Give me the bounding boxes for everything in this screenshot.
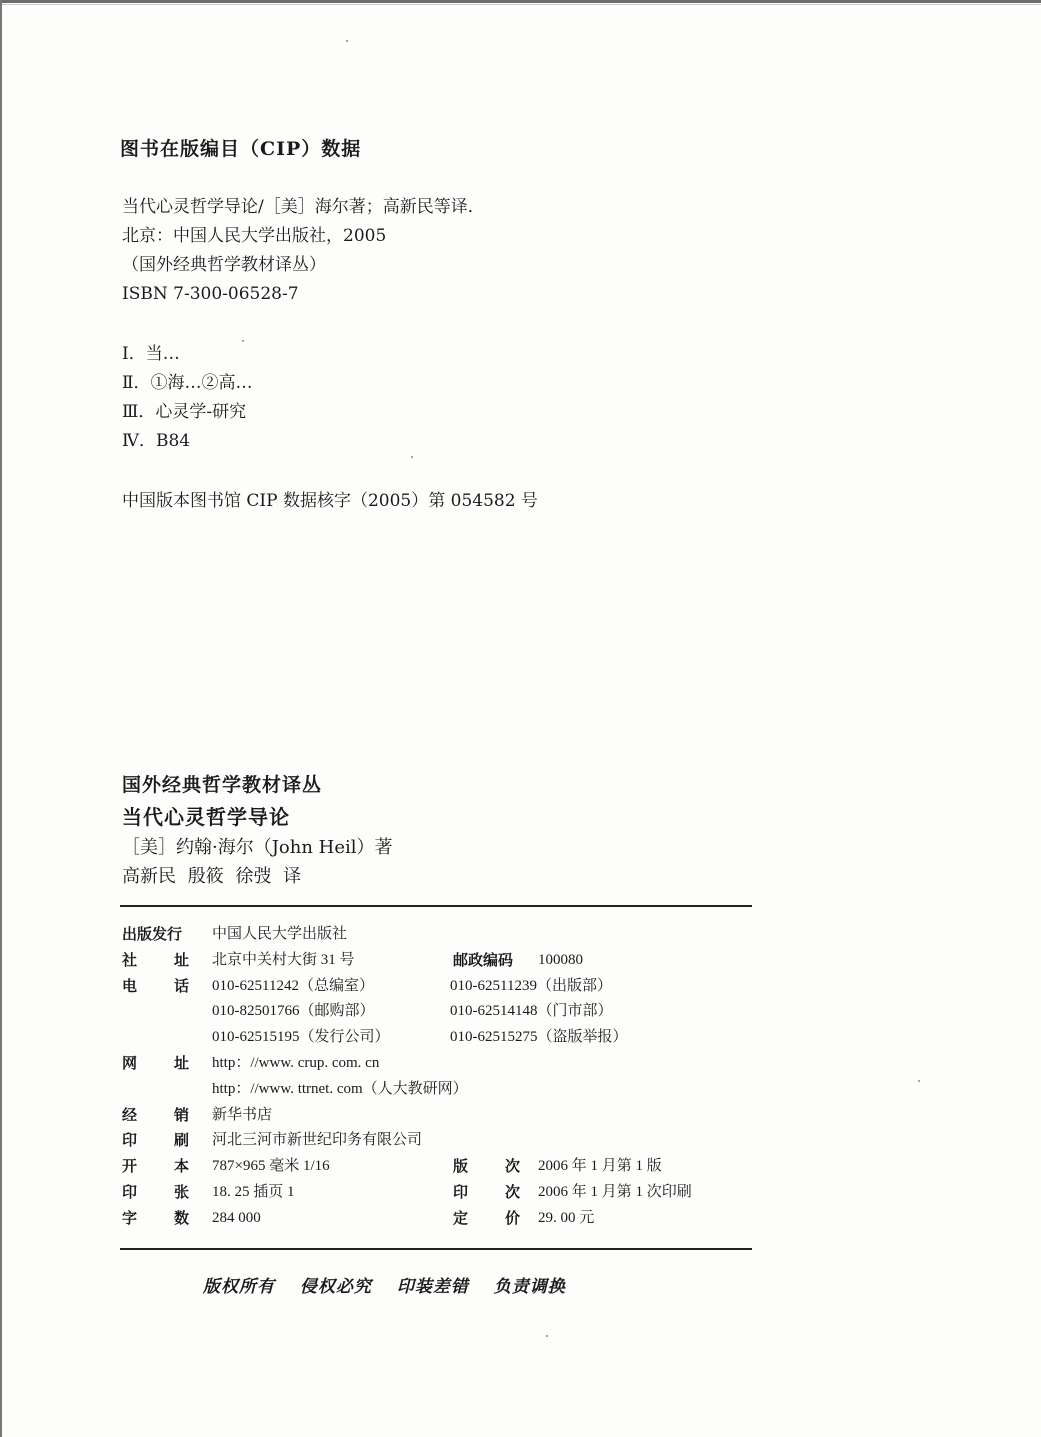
book-translators: 高新民 殷筱 徐弢 译 — [122, 866, 302, 887]
scan-speck — [411, 456, 413, 458]
book-author: ［美］约翰·海尔（John Heil）著 — [122, 837, 393, 858]
value-sheets: 18. 25 插页 1 — [212, 1183, 295, 1200]
scan-edge-top — [0, 0, 1041, 3]
subject-2: Ⅱ．①海…②高… — [122, 373, 253, 393]
info-row-web-2 — [122, 1077, 752, 1103]
value-price: 29. 00 元 — [538, 1209, 595, 1226]
book-title: 当代心灵哲学导论 — [122, 805, 290, 829]
label-seller: 经 销 — [122, 1105, 190, 1124]
cip-subject-headings — [122, 340, 253, 456]
series-name: 国外经典哲学教材译丛 — [122, 774, 323, 796]
label-postcode: 邮政编码 — [453, 950, 514, 969]
value-format: 787×965 毫米 1/16 — [212, 1158, 330, 1175]
scan-edge-top-inner — [0, 4, 1041, 5]
label-address: 社 址 — [122, 950, 190, 969]
label-sheets: 印 张 — [122, 1182, 190, 1201]
value-phone-left-2: 010-82501766（邮购部） — [212, 1003, 375, 1020]
cip-line-series: （国外经典哲学教材译丛） — [122, 255, 326, 275]
subject-1: Ⅰ．当… — [122, 344, 180, 364]
scan-edge-left — [0, 0, 2, 1437]
cip-line-isbn: ISBN 7-300-06528-7 — [122, 284, 299, 304]
publication-info-table — [122, 922, 752, 1232]
info-row-format — [122, 1154, 752, 1180]
value-phone-right-3: 010-62515275（盗版举报） — [450, 1029, 628, 1046]
divider-top — [120, 905, 752, 907]
label-edition: 版 次 — [453, 1157, 521, 1176]
label-printer: 印 刷 — [122, 1131, 190, 1150]
info-row-phone-3 — [122, 1025, 752, 1051]
info-row-words — [122, 1206, 752, 1232]
value-publisher: 中国人民大学出版社 — [212, 926, 348, 942]
subject-3: Ⅲ．心灵学-研究 — [122, 402, 247, 422]
label-format: 开 本 — [122, 1157, 190, 1176]
info-row-sheets — [122, 1180, 752, 1206]
info-row-web-1 — [122, 1051, 752, 1077]
value-phone-right-2: 010-62514148（门市部） — [450, 1003, 613, 1020]
scan-speck — [346, 40, 348, 42]
value-phone-right-1: 010-62511239（出版部） — [450, 977, 612, 994]
divider-bottom — [120, 1248, 752, 1250]
value-address: 北京中关村大街 31 号 — [212, 951, 355, 968]
cip-line-publisher: 北京：中国人民大学出版社，2005 — [122, 226, 387, 246]
subject-4: Ⅳ．B84 — [122, 431, 191, 451]
cip-heading: 图书在版编目（CIP）数据 — [120, 138, 362, 160]
info-row-seller — [122, 1103, 752, 1129]
value-phone-left-1: 010-62511242（总编室） — [212, 977, 374, 994]
cip-line-title: 当代心灵哲学导论/［美］海尔著；高新民等译． — [122, 197, 485, 217]
value-impression: 2006 年 1 月第 1 次印刷 — [538, 1183, 692, 1200]
label-web: 网 址 — [122, 1053, 190, 1072]
label-publisher: 出版发行 — [122, 925, 183, 943]
value-words: 284 000 — [212, 1209, 261, 1226]
info-row-address — [122, 948, 752, 974]
label-impression: 印 次 — [453, 1182, 521, 1201]
cip-record — [122, 193, 485, 309]
label-price: 定 价 — [453, 1208, 521, 1227]
label-phone: 电 话 — [122, 976, 190, 995]
value-edition: 2006 年 1 月第 1 版 — [538, 1158, 662, 1175]
label-words: 字 数 — [122, 1208, 190, 1227]
info-row-phone-1 — [122, 974, 752, 1000]
scan-speck — [546, 1335, 548, 1337]
value-web-1: http：//www. crup. com. cn — [212, 1054, 380, 1071]
info-row-printer — [122, 1128, 752, 1154]
value-phone-left-3: 010-62515195（发行公司） — [212, 1029, 390, 1046]
value-seller: 新华书店 — [212, 1106, 273, 1123]
info-row-publisher — [122, 922, 752, 948]
value-web-2: http：//www. ttrnet. com（人大教研网） — [212, 1080, 468, 1097]
value-printer: 河北三河市新世纪印务有限公司 — [212, 1132, 423, 1149]
cip-check-number: 中国版本图书馆 CIP 数据核字（2005）第 054582 号 — [122, 491, 538, 511]
copyright-notice: 版权所有 侵权必究 印装差错 负责调换 — [203, 1277, 566, 1297]
value-postcode: 100080 — [538, 951, 583, 968]
scan-speck — [918, 1080, 920, 1082]
info-row-phone-2 — [122, 999, 752, 1025]
